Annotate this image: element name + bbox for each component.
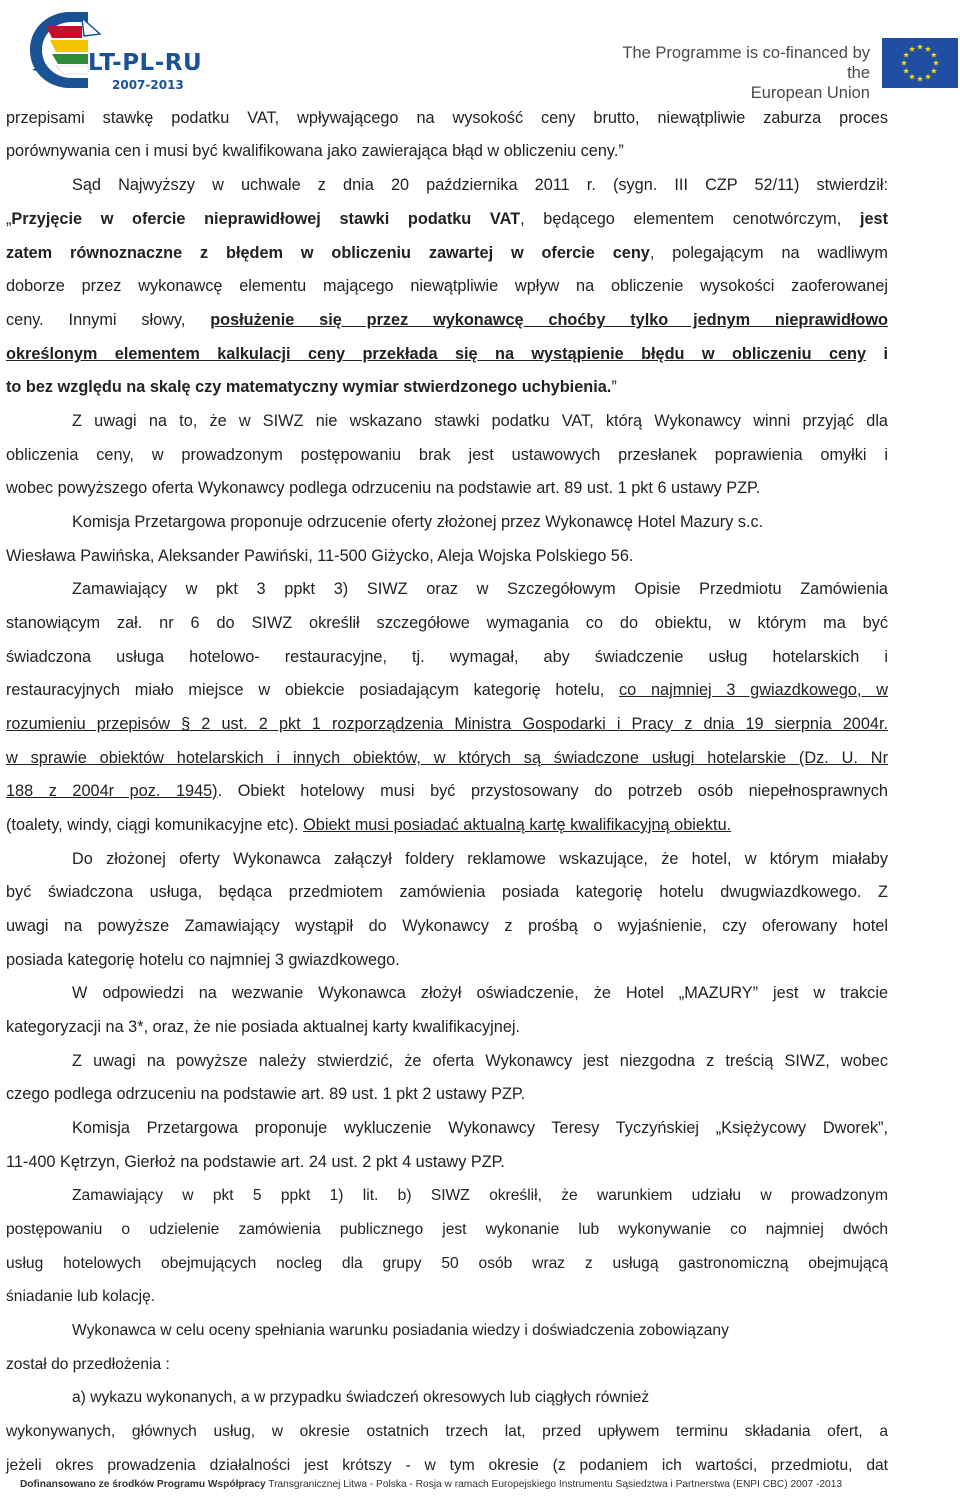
- text-line: Do złożonej oferty Wykonawca załączył foldery reklamowe wskazujące, że hotel, w którym miałaby: [72, 850, 888, 868]
- text-line: Wiesława Pawińska, Aleksander Pawiński, 11-500 Giżycko, Aleja Wojska Polskiego 56.: [6, 547, 634, 565]
- text-line: uwagi na powyższe Zamawiający wystąpił do Wykonawcy z prośbą o wyjaśnienie, czy oferowany hotel: [6, 917, 888, 935]
- text-line: usług hotelowych obejmujących nocleg dla grupy 50 osób wraz z usługą gastronomiczną obejmującą: [6, 1255, 888, 1272]
- eu-cofinancing-note: [600, 43, 870, 103]
- text-line: posiada kategorię hotelu co najmniej 3 gwiazdkowego.: [6, 951, 400, 969]
- text-line: w sprawie obiektów hotelarskich i innych obiektów, w których są świadczone usługi hotelarskie (Dz. U. Nr: [6, 749, 888, 767]
- logo-text: LT-PL-RU: [88, 50, 203, 76]
- text-line: został do przedłożenia :: [6, 1356, 170, 1373]
- text-line: wykonywanych, głównych usług, w okresie ostatnich trzech lat, przed upływem terminu składania ofert, a: [6, 1423, 888, 1440]
- text-line: śniadanie lub kolację.: [6, 1288, 156, 1305]
- page-header: [0, 0, 960, 100]
- text-line: Komisja Przetargowa proponuje odrzucenie oferty złożonej przez Wykonawcę Hotel Mazury s.c.: [72, 513, 764, 531]
- text-line: ceny. Innymi słowy, posłużenie się przez wykonawcę choćby tylko jednym nieprawidłowo: [6, 311, 888, 329]
- text-line: określonym elementem kalkulacji ceny przekłada się na wystąpienie błędu w obliczeniu ceny i: [6, 345, 888, 363]
- text-line: Wykonawca w celu oceny spełniania warunku posiadania wiedzy i doświadczenia zobowiązany: [72, 1322, 729, 1339]
- text-line: jeżeli okres prowadzenia działalności jest krótszy - w tym okresie (z podaniem ich wartości, przedmiotu, dat: [6, 1457, 888, 1474]
- text-line: Z uwagi na powyższe należy stwierdzić, że oferta Wykonawcy jest niezgodna z treścią SIWZ, wobec: [72, 1052, 888, 1070]
- text-line: „Przyjęcie w ofercie nieprawidłowej stawki podatku VAT, będącego elementem cenotwórczym, jest: [6, 210, 888, 228]
- eu-flag-icon: [882, 38, 958, 88]
- text-line: 11-400 Kętrzyn, Gierłoż na podstawie art. 24 ust. 2 pkt 4 ustawy PZP.: [6, 1153, 505, 1171]
- text-line: (toalety, windy, ciągi komunikacyjne etc). Obiekt musi posiadać aktualną kartę kwalifikacyjną obiektu.: [6, 816, 732, 834]
- text-line: porównywania cen i musi być kwalifikowana jako zawierająca błąd w obliczeniu ceny.”: [6, 142, 624, 160]
- text-line: wobec powyższego oferta Wykonawcy podlega odrzuceniu na podstawie art. 89 ust. 1 pkt 6 ustawy PZP.: [6, 479, 761, 497]
- text-line: Zamawiający w pkt 5 ppkt 1) lit. b) SIWZ określił, że warunkiem udziału w prowadzonym: [72, 1187, 888, 1204]
- text-line: to bez względu na skalę czy matematyczny wymiar stwierdzonego uchybienia.”: [6, 378, 617, 396]
- eu-note-line-1: The Programme is co-financed by the: [622, 44, 870, 82]
- text-line: Sąd Najwyższy w uchwale z dnia 20 października 2011 r. (sygn. III CZP 52/11) stwierdził:: [72, 176, 888, 194]
- text-line: czego podlega odrzuceniu na podstawie art. 89 ust. 1 pkt 2 ustawy PZP.: [6, 1085, 526, 1103]
- footer-text: Transgranicznej Litwa - Polska - Rosja w ramach Europejskiego Instrumentu Sąsiedztwa i Partnerstwa (ENPI CBC) 2007 -2013: [265, 1479, 843, 1490]
- text-line: restauracyjnych miało miejsce w obiekcie posiadającym kategorię hotelu, co najmniej 3 gwiazdkowego, w: [6, 681, 888, 699]
- text-line: zatem równoznaczne z błędem w obliczeniu zawartej w ofercie ceny, polegającym na wadliwym: [6, 244, 888, 262]
- eu-note-line-2: European Union: [750, 84, 870, 102]
- text-line: obliczenia ceny, w prowadzonym postępowaniu brak jest ustawowych przesłanek poprawienia omyłki i: [6, 446, 888, 464]
- text-line: Z uwagi na to, że w SIWZ nie wskazano stawki podatku VAT, którą Wykonawcy winni przyjąć dla: [72, 412, 888, 430]
- text-line: rozumieniu przepisów § 2 ust. 2 pkt 1 rozporządzenia Ministra Gospodarki i Pracy z dnia 19 sierpnia 2004r.: [6, 715, 888, 733]
- text-line: doborze przez wykonawcę elementu mającego niewątpliwie wpływ na obliczenie wysokości zaoferowanej: [6, 277, 888, 295]
- text-line: postępowaniu o udzielenie zamówienia publicznego jest wykonanie lub wykonywanie co najmniej dwóch: [6, 1221, 888, 1238]
- text-line: W odpowiedzi na wezwanie Wykonawca złożył oświadczenie, że Hotel „MAZURY” jest w trakcie: [72, 984, 888, 1002]
- text-line: a) wykazu wykonanych, a w przypadku świadczeń okresowych lub ciągłych również: [72, 1389, 650, 1406]
- text-line: przepisami stawkę podatku VAT, wpływającego na wysokość ceny brutto, niewątpliwie zaburza proces: [6, 109, 888, 127]
- page-footer: [6, 1478, 856, 1492]
- text-line: świadczona usługa hotelowo- restauracyjne, tj. wymagał, aby świadczenie usług hotelarskich i: [6, 648, 888, 666]
- text-line: Komisja Przetargowa proponuje wykluczenie Wykonawcy Teresy Tyczyńskiej „Księżycowy Dworek”,: [72, 1119, 888, 1137]
- logo-years: 2007-2013: [112, 78, 184, 92]
- text-line: stanowiącym zał. nr 6 do SIWZ określił szczegółowe wymagania co do obiektu, w którym ma być: [6, 614, 888, 632]
- footer-bold-text: Dofinansowano ze środków Programu Współpracy: [19, 1479, 266, 1490]
- text-line: 188 z 2004r poz. 1945). Obiekt hotelowy musi być przystosowany do potrzeb osób niepełnosprawnych: [6, 782, 888, 800]
- text-line: kategoryzacji na 3*, oraz, że nie posiada aktualnej karty kwalifikacyjnej.: [6, 1018, 521, 1036]
- text-line: Zamawiający w pkt 3 ppkt 3) SIWZ oraz w Szczegółowym Opisie Przedmiotu Zamówienia: [72, 580, 888, 598]
- text-line: być świadczona usługa, będąca przedmiotem zamówienia posiada kategorię hotelu dwugwiazdkowego. Z: [6, 883, 888, 901]
